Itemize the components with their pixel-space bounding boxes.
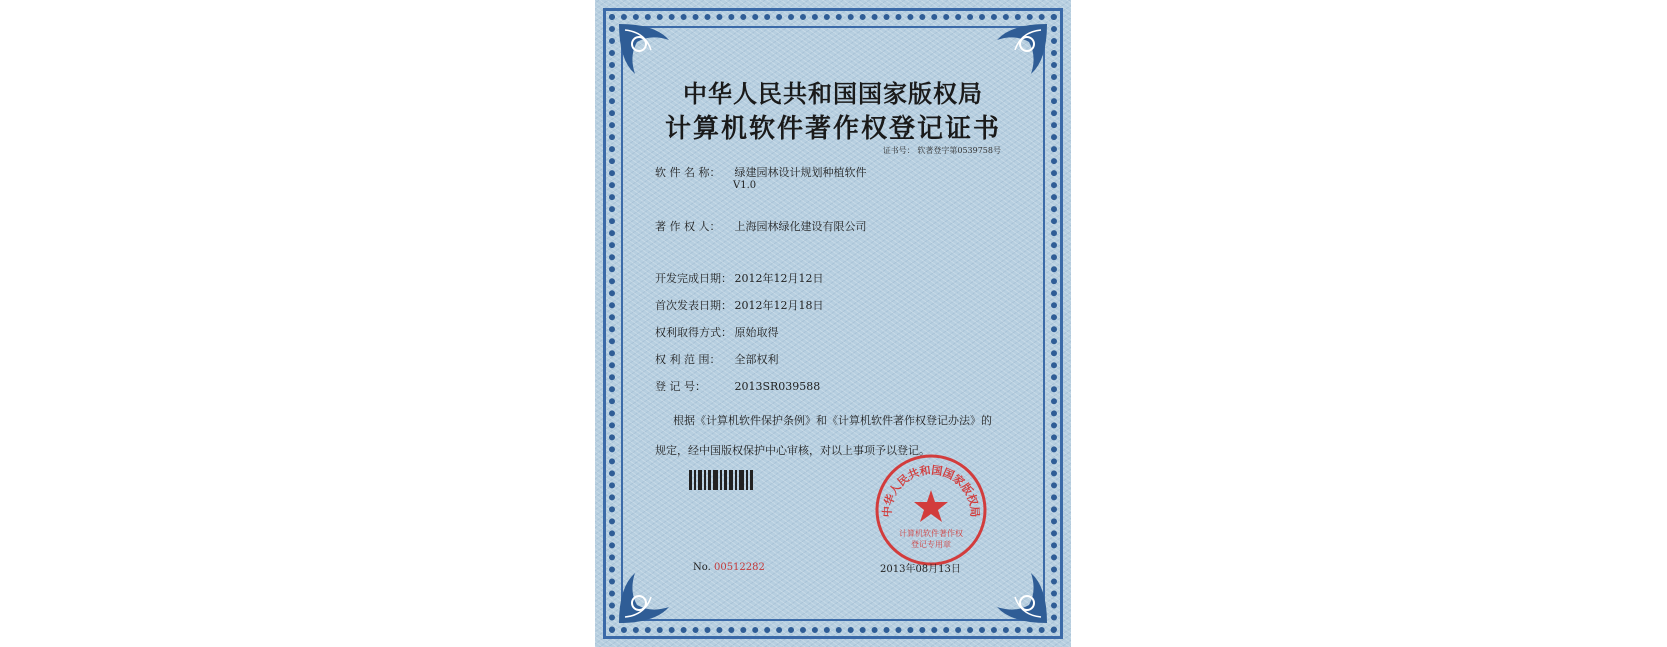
serial-number [693, 562, 765, 573]
serial-value: 00512282 [713, 562, 765, 573]
corner-ornament-icon [993, 20, 1051, 78]
field-publication-date [655, 297, 824, 313]
field-label: 权利取得方式： [655, 326, 732, 339]
corner-ornament-icon [615, 569, 673, 627]
field-label: 权 利 范 围： [655, 353, 721, 366]
field-acquisition-method [655, 324, 779, 340]
serial-label: No. [693, 562, 711, 573]
field-rights-scope [655, 351, 779, 367]
field-label: 软 件 名 称： [655, 166, 721, 179]
official-seal-icon [873, 452, 989, 568]
certificate-number-label: 证书号： [882, 146, 915, 155]
field-value: 绿建园林设计规划种植软件 [734, 166, 867, 179]
field-registration-number [655, 378, 820, 394]
seal-subtext-line1: 计算机软件著作权 [899, 529, 963, 538]
issue-date: 2013年08月13日 [880, 564, 961, 575]
field-software-name [655, 164, 867, 180]
certificate-number-value: 软著登字第0539758号 [917, 146, 1001, 155]
software-version: V1.0 [733, 180, 757, 191]
barcode-icon [689, 470, 753, 490]
certificate-title: 计算机软件著作权登记证书 [664, 114, 1001, 144]
field-value: 上海园林绿化建设有限公司 [734, 220, 867, 233]
issuer-title: 中华人民共和国国家版权局 [683, 79, 983, 108]
field-value: 2012年12月12日 [734, 272, 824, 285]
field-completion-date [655, 270, 824, 286]
corner-ornament-icon [615, 20, 673, 78]
corner-ornament-icon [993, 569, 1051, 627]
legal-paragraph-line1: 根据《计算机软件保护条例》和《计算机软件著作权登记办法》的 [673, 414, 992, 427]
legal-paragraph-line2: 规定，经中国版权保护中心审核，对以上事项予以登记。 [655, 444, 930, 457]
field-label: 首次发表日期： [655, 299, 732, 312]
field-value: 原始取得 [734, 326, 779, 339]
field-label: 登 记 号： [655, 380, 706, 393]
field-copyright-owner [655, 218, 867, 234]
seal-text: 中华人民共和国国家版权局 [880, 463, 982, 518]
field-value: 2013SR039588 [734, 380, 821, 393]
certificate [595, 0, 1071, 647]
field-label: 著 作 权 人： [655, 220, 721, 233]
seal-subtext-line2: 登记专用章 [911, 540, 951, 549]
field-label: 开发完成日期： [655, 272, 732, 285]
field-value: 全部权利 [734, 353, 779, 366]
certificate-number [883, 145, 1001, 156]
field-value: 2012年12月18日 [734, 299, 824, 312]
